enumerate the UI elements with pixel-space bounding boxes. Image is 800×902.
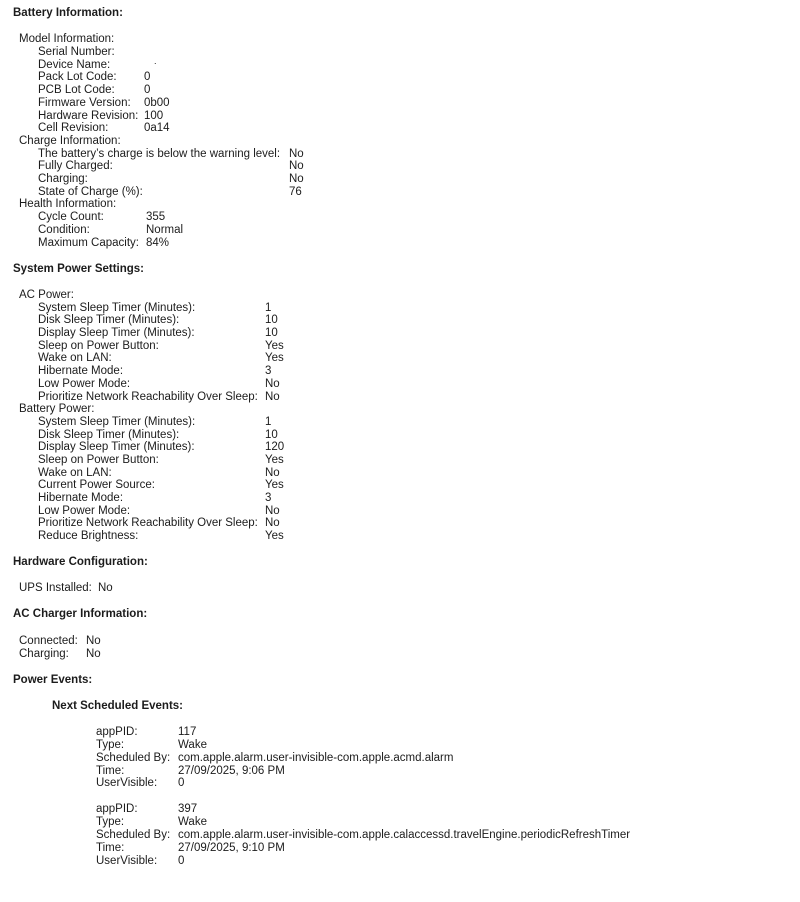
cycle-count-value: 355 [146, 211, 166, 223]
ac-disk-sleep-value: 10 [265, 314, 278, 326]
bp-prioritize-network-label: Prioritize Network Reachability Over Sleep: [38, 517, 258, 529]
battery-power-label: Battery Power: [19, 403, 95, 415]
charger-charging-label: Charging: [19, 648, 69, 660]
fully-charged-label: Fully Charged: [38, 160, 113, 172]
device-name-label: Device Name: [38, 59, 111, 71]
pcb-lot-code-label: PCB Lot Code: [38, 84, 115, 96]
pack-lot-code-label: Pack Lot Code: [38, 71, 117, 83]
maximum-capacity-value: 84% [146, 237, 170, 249]
pcb-lot-code-value: 0 [144, 84, 151, 96]
bp-disk-sleep-label: Disk Sleep Timer (Minutes): [38, 429, 180, 441]
cell-revision-label: Cell Revision: [38, 122, 109, 134]
events-heading: Power Events: [13, 674, 93, 686]
ups-installed-label: UPS Installed: [19, 582, 92, 594]
bp-sleep-power-button-value: Yes [265, 454, 284, 466]
warning-level-value: No [289, 148, 304, 160]
maximum-capacity-label: Maximum Capacity: [38, 237, 139, 249]
ac-hibernate-mode-label: Hibernate Mode: [38, 365, 124, 377]
bp-low-power-mode-value: No [265, 505, 280, 517]
bp-reduce-brightness-value: Yes [265, 530, 284, 542]
bp-display-sleep-value: 120 [265, 441, 285, 453]
bp-disk-sleep-value: 10 [265, 429, 278, 441]
ac-disk-sleep-label: Disk Sleep Timer (Minutes): [38, 314, 180, 326]
bp-system-sleep-label: System Sleep Timer (Minutes): [38, 416, 196, 428]
ac-prioritize-network-value: No [265, 391, 280, 403]
cell-revision-value: 0a14 [144, 122, 170, 134]
ac-wake-on-lan-value: Yes [265, 352, 284, 364]
hardware-heading: Hardware Configuration: [13, 556, 148, 568]
ac-wake-on-lan-label: Wake on LAN: [38, 352, 112, 364]
event-1-time-value: 27/09/2025, 9:06 PM [178, 765, 285, 777]
power-heading: System Power Settings: [13, 263, 145, 275]
fully-charged-value: No [289, 160, 304, 172]
event-1-scheduled-by-label: Scheduled By: [96, 752, 171, 764]
event-1-scheduled-by-value: com.apple.alarm.user-invisible-com.apple.acmd.alarm [178, 752, 454, 764]
event-1-apppid-value: 117 [178, 726, 197, 738]
ac-low-power-mode-label: Low Power Mode: [38, 378, 131, 390]
ac-low-power-mode-value: No [265, 378, 280, 390]
state-of-charge-value: 76 [289, 186, 302, 198]
bp-prioritize-network-value: No [265, 517, 280, 529]
event-2-time-value: 27/09/2025, 9:10 PM [178, 842, 285, 854]
model-info-label: Model Information: [19, 33, 115, 45]
pack-lot-code-value: 0 [144, 71, 151, 83]
state-of-charge-label: State of Charge (%): [38, 186, 143, 198]
firmware-version-value: 0b00 [144, 97, 170, 109]
charge-info-label: Charge Information: [19, 135, 121, 147]
bp-sleep-power-button-label: Sleep on Power Button: [38, 454, 159, 466]
event-1-time-label: Time: [96, 765, 125, 777]
warning-level-label: The battery’s charge is below the warning level: [38, 148, 281, 160]
charging-label: Charging: [38, 173, 88, 185]
ups-installed-value: No [98, 582, 113, 594]
charger-connected-label: Connected: [19, 635, 78, 647]
bp-wake-on-lan-label: Wake on LAN: [38, 467, 112, 479]
bp-current-power-source-label: Current Power Source: [38, 479, 155, 491]
event-2-time-label: Time: [96, 842, 125, 854]
event-2-apppid-value: 397 [178, 803, 198, 815]
next-events-heading: Next Scheduled Events: [52, 700, 184, 712]
event-2-uservisible-label: UserVisible: [96, 855, 158, 867]
charger-connected-value: No [86, 635, 101, 647]
bp-low-power-mode-label: Low Power Mode: [38, 505, 131, 517]
event-1-uservisible-label: UserVisible: [96, 777, 158, 789]
bp-wake-on-lan-value: No [265, 467, 280, 479]
bp-system-sleep-value: 1 [265, 416, 272, 428]
event-2-type-label: Type: [96, 816, 125, 828]
event-2-type-value: Wake [178, 816, 207, 828]
event-1-uservisible-value: 0 [178, 777, 185, 789]
event-1-type-label: Type: [96, 739, 125, 751]
ac-display-sleep-label: Display Sleep Timer (Minutes): [38, 327, 195, 339]
event-1-type-value: Wake [178, 739, 207, 751]
event-2-scheduled-by-value: com.apple.alarm.user-invisible-com.apple.calaccessd.travelEngine.periodicRefreshTimer [178, 829, 631, 841]
serial-number-label: Serial Number: [38, 46, 115, 58]
event-2-scheduled-by-label: Scheduled By: [96, 829, 171, 841]
charger-charging-value: No [86, 648, 101, 660]
health-info-label: Health Information: [19, 198, 117, 210]
event-2-uservisible-value: 0 [178, 855, 185, 867]
hardware-revision-value: 100 [144, 110, 164, 122]
charging-value: No [289, 173, 304, 185]
ac-system-sleep-label: System Sleep Timer (Minutes): [38, 302, 196, 314]
ac-sleep-power-button-label: Sleep on Power Button: [38, 340, 159, 352]
bp-hibernate-mode-label: Hibernate Mode: [38, 492, 124, 504]
condition-label: Condition: [38, 224, 90, 236]
cycle-count-label: Cycle Count: [38, 211, 104, 223]
event-2-apppid-label: appPID: [96, 803, 138, 815]
event-1-apppid-label: appPID: [96, 726, 138, 738]
ac-system-sleep-value: 1 [265, 302, 272, 314]
charger-heading: AC Charger Information: [13, 608, 148, 620]
hardware-revision-label: Hardware Revision: [38, 110, 139, 122]
condition-value: Normal [146, 224, 184, 236]
ac-power-label: AC Power: [19, 289, 74, 301]
ac-sleep-power-button-value: Yes [265, 340, 284, 352]
ac-hibernate-mode-value: 3 [265, 365, 272, 377]
bp-reduce-brightness-label: Reduce Brightness: [38, 530, 139, 542]
ac-prioritize-network-label: Prioritize Network Reachability Over Sleep: [38, 391, 258, 403]
battery-heading: Battery Information: [13, 7, 123, 19]
firmware-version-label: Firmware Version: [38, 97, 131, 109]
device-name-value: . [154, 56, 157, 66]
bp-hibernate-mode-value: 3 [265, 492, 272, 504]
ac-display-sleep-value: 10 [265, 327, 278, 339]
bp-display-sleep-label: Display Sleep Timer (Minutes): [38, 441, 195, 453]
bp-current-power-source-value: Yes [265, 479, 284, 491]
